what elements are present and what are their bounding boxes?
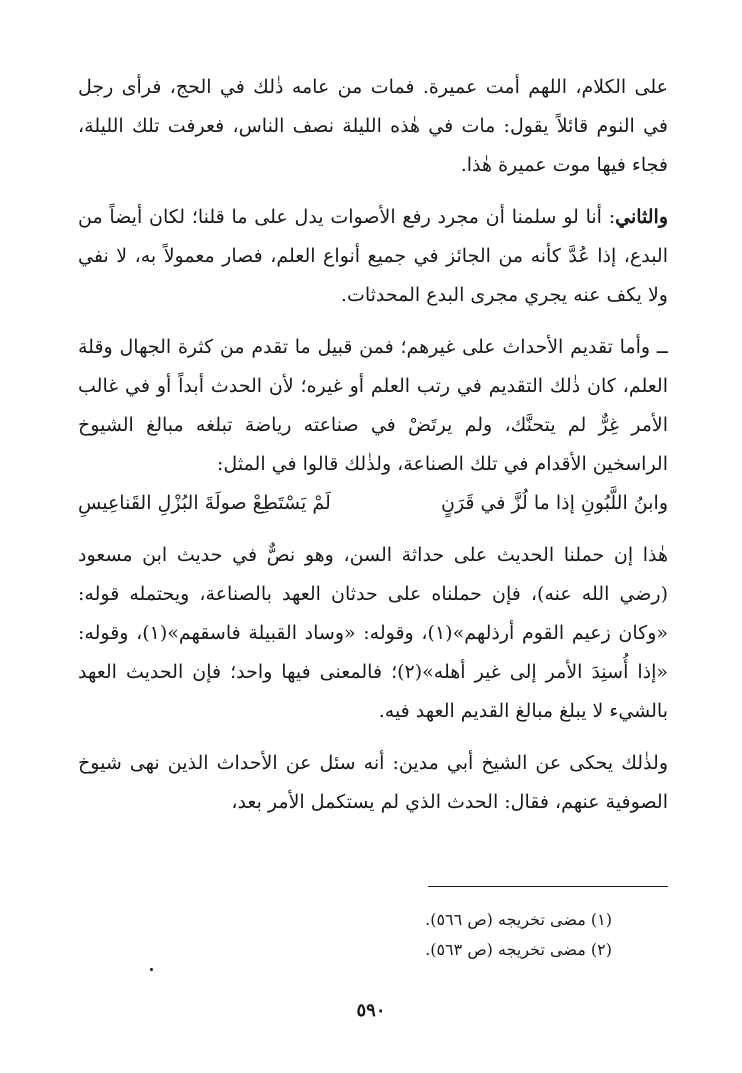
paragraph-5: ولذٰلك يحكى عن الشيخ أبي مدين: أنه سئل عن الأحداث الذين نهى شيوخ الصوفية عنهم، فقال: الحدث الذي لم يستكمل الأمر بعد، — [78, 752, 668, 813]
page-number: ٥٩٠ — [356, 1000, 386, 1021]
scan-speck — [150, 968, 153, 971]
paragraph-3: ــ وأما تقديم الأحداث على غيرهم؛ فمن قبيل ما تقدم من كثرة الجهال وقلة العلم، كان ذٰلك التقديم في رتب العلم أو غيره؛ لأن الحدث أبداً أو في غالب الأمر غِرٌّ لم يتحنَّك، ولم يرتَضْ في صناعته رياضة تبلغه مبالغ الشيوخ الراسخين الأقدام في تلك الصناعة، ولذٰلك قالوا في المثل: — [78, 336, 668, 475]
verse-first-hemistich: وابنُ اللَّبُونِ إذا ما لُزَّ في قَرَنٍ — [441, 492, 668, 514]
paragraph-2-text: : أنا لو سلمنا أن مجرد رفع الأصوات يدل على ما قلنا؛ لكان أيضاً من البدع، إذا عُدَّ كأنه من الجائز في جميع أنواع العلم، فصار معمولاً به، لا نفي ولا يكف عنه يجري مجرى البدع المحدثات. — [78, 206, 668, 306]
footnote-1: (١) مضى تخريجه (ص ٥٦٦). — [425, 910, 612, 929]
paragraph-4: هٰذا إن حملنا الحديث على حداثة السن، وهو نصٌّ في حديث ابن مسعود (رضي الله عنه)، فإن حملناه على حدثان العهد بالصناعة، ويحتمله قوله: «وكان زعيم القوم أرذلهم»(١)، وقوله: «وساد القبيلة فاسقهم»(١)، وقوله: «إذا أُسنِدَ الأمر إلى غير أهله»(٢)؛ فالمعنى فيها واحد؛ فإن الحديث العهد بالشيء لا يبلغ مبالغ القديم العهد فيه. — [78, 544, 669, 722]
verse-second-hemistich: لَمْ يَسْتَطِعْ صولَةَ البُزْلِ القَناعِيسِ — [78, 492, 331, 514]
paragraph-2 — [78, 198, 668, 315]
footnotes — [200, 905, 612, 965]
footnote-separator — [428, 886, 668, 887]
paragraph-2-lead: والثاني — [615, 206, 668, 228]
paragraph-1: على الكلام، اللهم أمت عميرة. فمات من عامه ذٰلك في الحج، فرأى رجل في النوم قائلاً يقول: مات في هٰذه الليلة نصف الناس، فعرفت تلك الليلة، فجاء فيها موت عميرة هٰذا. — [78, 76, 668, 176]
page-body — [78, 68, 668, 835]
poetry-verse — [78, 484, 668, 523]
footnote-2: (٢) مضى تخريجه (ص ٥٦٣). — [425, 940, 612, 959]
